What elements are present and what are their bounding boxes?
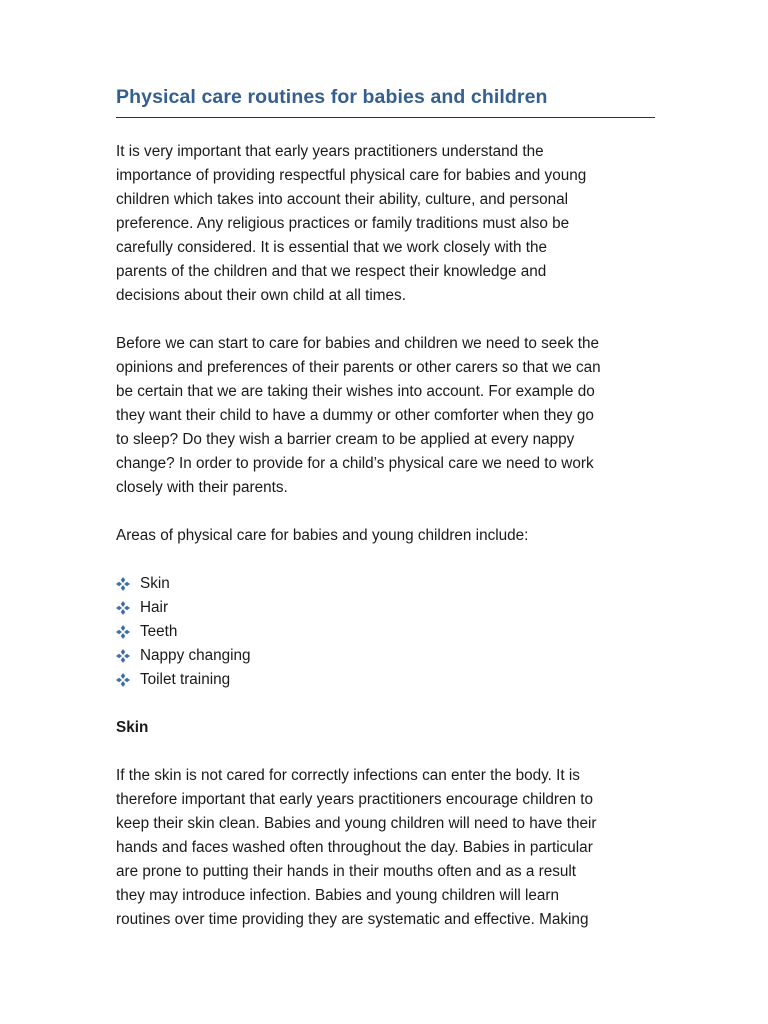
page-title: Physical care routines for babies and children: [116, 86, 548, 108]
text-line: closely with their parents.: [116, 479, 288, 496]
care-areas-list: [116, 572, 656, 692]
text-line: therefore important that early years practitioners encourage children to: [116, 791, 594, 808]
text-line: keep their skin clean. Babies and young children will need to have their: [116, 815, 597, 832]
text-line: routines over time providing they are systematic and effective. Making: [116, 911, 589, 928]
text-line: they want their child to have a dummy or other comforter when they go: [116, 407, 594, 424]
text-line: parents of the children and that we respect their knowledge and: [116, 263, 547, 280]
text-line: decisions about their own child at all times.: [116, 287, 406, 304]
section-heading-skin: Skin: [116, 719, 149, 736]
paragraph-intro: [116, 140, 656, 308]
list-item: [116, 644, 656, 668]
text-line: hands and faces washed often throughout the day. Babies in particular: [116, 839, 593, 856]
document-page: [116, 86, 656, 932]
text-line: they may introduce infection. Babies and young children will learn: [116, 887, 560, 904]
text-line: carefully considered. It is essential that we work closely with the: [116, 239, 548, 256]
four-diamond-bullet-icon: [116, 673, 130, 687]
text-line: opinions and preferences of their parents or other carers so that we can: [116, 359, 601, 376]
list-item: [116, 620, 656, 644]
list-item-label: Hair: [140, 599, 169, 616]
text-line: preference. Any religious practices or family traditions must also be: [116, 215, 570, 232]
paragraph-parents: [116, 332, 656, 500]
text-line: be certain that we are taking their wishes into account. For example do: [116, 383, 595, 400]
text-line: importance of providing respectful physical care for babies and young: [116, 167, 587, 184]
list-item-label: Nappy changing: [140, 647, 251, 664]
text-line: If the skin is not cared for correctly infections can enter the body. It is: [116, 767, 580, 784]
text-line: to sleep? Do they wish a barrier cream to be applied at every nappy: [116, 431, 575, 448]
list-item-label: Skin: [140, 575, 170, 592]
list-item: [116, 668, 656, 692]
paragraph-skin: [116, 764, 656, 932]
list-item: [116, 596, 656, 620]
list-item-label: Toilet training: [140, 671, 231, 688]
four-diamond-bullet-icon: [116, 577, 130, 591]
text-line: children which takes into account their ability, culture, and personal: [116, 191, 569, 208]
four-diamond-bullet-icon: [116, 601, 130, 615]
text-line: It is very important that early years practitioners understand the: [116, 143, 544, 160]
paragraph-areas-intro: [116, 524, 656, 548]
text-line: change? In order to provide for a child’s physical care we need to work: [116, 455, 594, 472]
text-line: Areas of physical care for babies and young children include:: [116, 527, 529, 544]
text-line: Before we can start to care for babies and children we need to seek the: [116, 335, 599, 352]
four-diamond-bullet-icon: [116, 649, 130, 663]
list-item: [116, 572, 656, 596]
four-diamond-bullet-icon: [116, 625, 130, 639]
text-line: are prone to putting their hands in their mouths often and as a result: [116, 863, 577, 880]
list-item-label: Teeth: [140, 623, 178, 640]
